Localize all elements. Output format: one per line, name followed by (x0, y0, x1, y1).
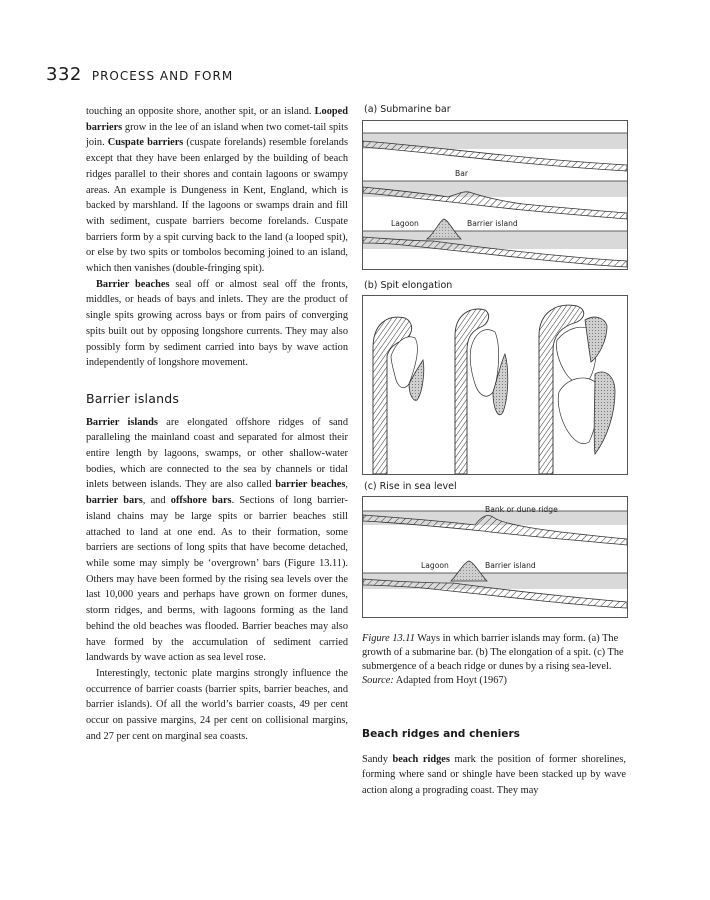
caption-source (362, 674, 626, 688)
label-bank-or-dune-ridge: Bank or dune ridge (485, 505, 558, 514)
text-run: Sandy (362, 753, 393, 765)
section-heading-barrier-islands: Barrier islands (86, 390, 180, 406)
page-number: 332 (46, 64, 82, 85)
label-barrier-island-a: Barrier island (467, 219, 518, 228)
figure-panel-b (362, 295, 628, 475)
text-run: . Sections of long barrier-island chains may be large spits or barrier beaches still attached to land at one end. As to their formation, some barriers are sections of long spits that have become detached, while some may simply be ‘overgrown’ bars (Figure 13.11). Others may have been formed by the rising sea levels over the last 10,000 years and perhaps have grown on former dunes, storm ridges, and berms, with lagoons forming as the land behind the old beaches was flooded. Barrier beaches may also have formed by the accumulation of sediment carried landwards by wave action as sea level rose. (86, 495, 348, 664)
label-lagoon-c: Lagoon (421, 561, 449, 570)
source-text: Adapted from Hoyt (1967) (393, 675, 507, 686)
text-run: , and (142, 495, 171, 507)
text-run: mark the position of former shorelines, forming where sand or shingle have been stacked up by wave action along a prograding coast. They may (362, 753, 626, 797)
figure-panel-b-label: (b) Spit elongation (364, 280, 453, 291)
subsection-heading-beach-ridges: Beach ridges and cheniers (362, 728, 520, 740)
term-looped-barriers: Looped barriers (86, 106, 348, 133)
term-offshore-bars: offshore bars (170, 495, 232, 507)
text-run: touching an opposite shore, another spit, or an island. (86, 106, 315, 117)
figure-number: Figure 13.11 (362, 633, 415, 644)
text-run: seal off or almost seal off the fronts, middles, or heads of bays and inlets. They are the product of single spits growing across bays or from pairs of converging spits built out by opposing longshore currents. They may also possibly form by sediment carried into bays by wave action independently of longshore movement. (86, 278, 348, 369)
sea-level-rise-diagram (363, 497, 627, 617)
figure-caption (362, 632, 626, 688)
figure-panel-a-label: (a) Submarine bar (364, 104, 451, 115)
term-barrier-beaches-2: barrier beaches (275, 479, 346, 491)
term-barrier-islands: Barrier islands (86, 416, 158, 428)
label-bar: Bar (455, 169, 468, 178)
label-barrier-island-c: Barrier island (485, 561, 536, 570)
page-header (46, 64, 233, 86)
running-title: PROCESS AND FORM (91, 69, 234, 83)
right-column (362, 727, 626, 799)
paragraph-barrier-types (86, 104, 348, 277)
text-run: are elongated offshore ridges of sand paralleling the mainland coast and separated for almost their entire length by lagoons, swamps, or other shallow-water bodies, which are connected to the sea by channels or tidal inlets between islands. They are also called (86, 416, 348, 491)
caption-text: Ways in which barrier islands may form. (a) The growth of a submarine bar. (b) The elongation of a spit. (c) The submergence of a beach ridge or dunes by a rising sea-level. (362, 633, 624, 672)
source-label: Source: (362, 675, 394, 686)
paragraph-barrier-beaches (86, 277, 348, 371)
left-column (86, 104, 348, 744)
text-run: , (345, 479, 348, 491)
label-lagoon-a: Lagoon (391, 219, 419, 228)
paragraph-barrier-islands (86, 415, 348, 666)
term-beach-ridges: beach ridges (392, 753, 450, 765)
term-barrier-beaches: Barrier beaches (96, 278, 170, 290)
paragraph-tectonic-margins: Interestingly, tectonic plate margins strongly influence the occurrence of barrier coasts (barrier spits, barrier beaches, and barrier islands). Of all the world’s barrier coasts, 49 per cent occur on passive margins, 24 per cent on collisional margins, and 27 per cent on marginal sea coasts. (86, 667, 348, 742)
submarine-bar-diagram (363, 121, 627, 269)
caption-body (362, 632, 626, 674)
figure-panel-c-label: (c) Rise in sea level (364, 481, 457, 492)
text-run: (cuspate forelands) resemble forelands except that they have been enlarged by the building of beach ridges parallel to their shores and contain lagoons or swampy areas. An example is Dungeness in Kent, England, which is backed by marshland. If the lagoons or swamps drain and fill with sediment, cuspate barriers become forelands. Cuspate barriers form by a spit curving back to the land (a looped spit), or else by two spits or tombolos becoming joined to an island, which then vanishes (double-fringing spit). (86, 137, 348, 275)
spit-elongation-diagram (363, 296, 627, 474)
paragraph-beach-ridges (362, 752, 626, 799)
figure-panel-c (362, 496, 628, 618)
figure-panel-a (362, 120, 628, 270)
term-cuspate-barriers: Cuspate barriers (107, 137, 184, 149)
text-run: grow in the lee of an island when two comet-tail spits join. (86, 121, 348, 149)
term-barrier-bars: barrier bars (86, 495, 143, 507)
